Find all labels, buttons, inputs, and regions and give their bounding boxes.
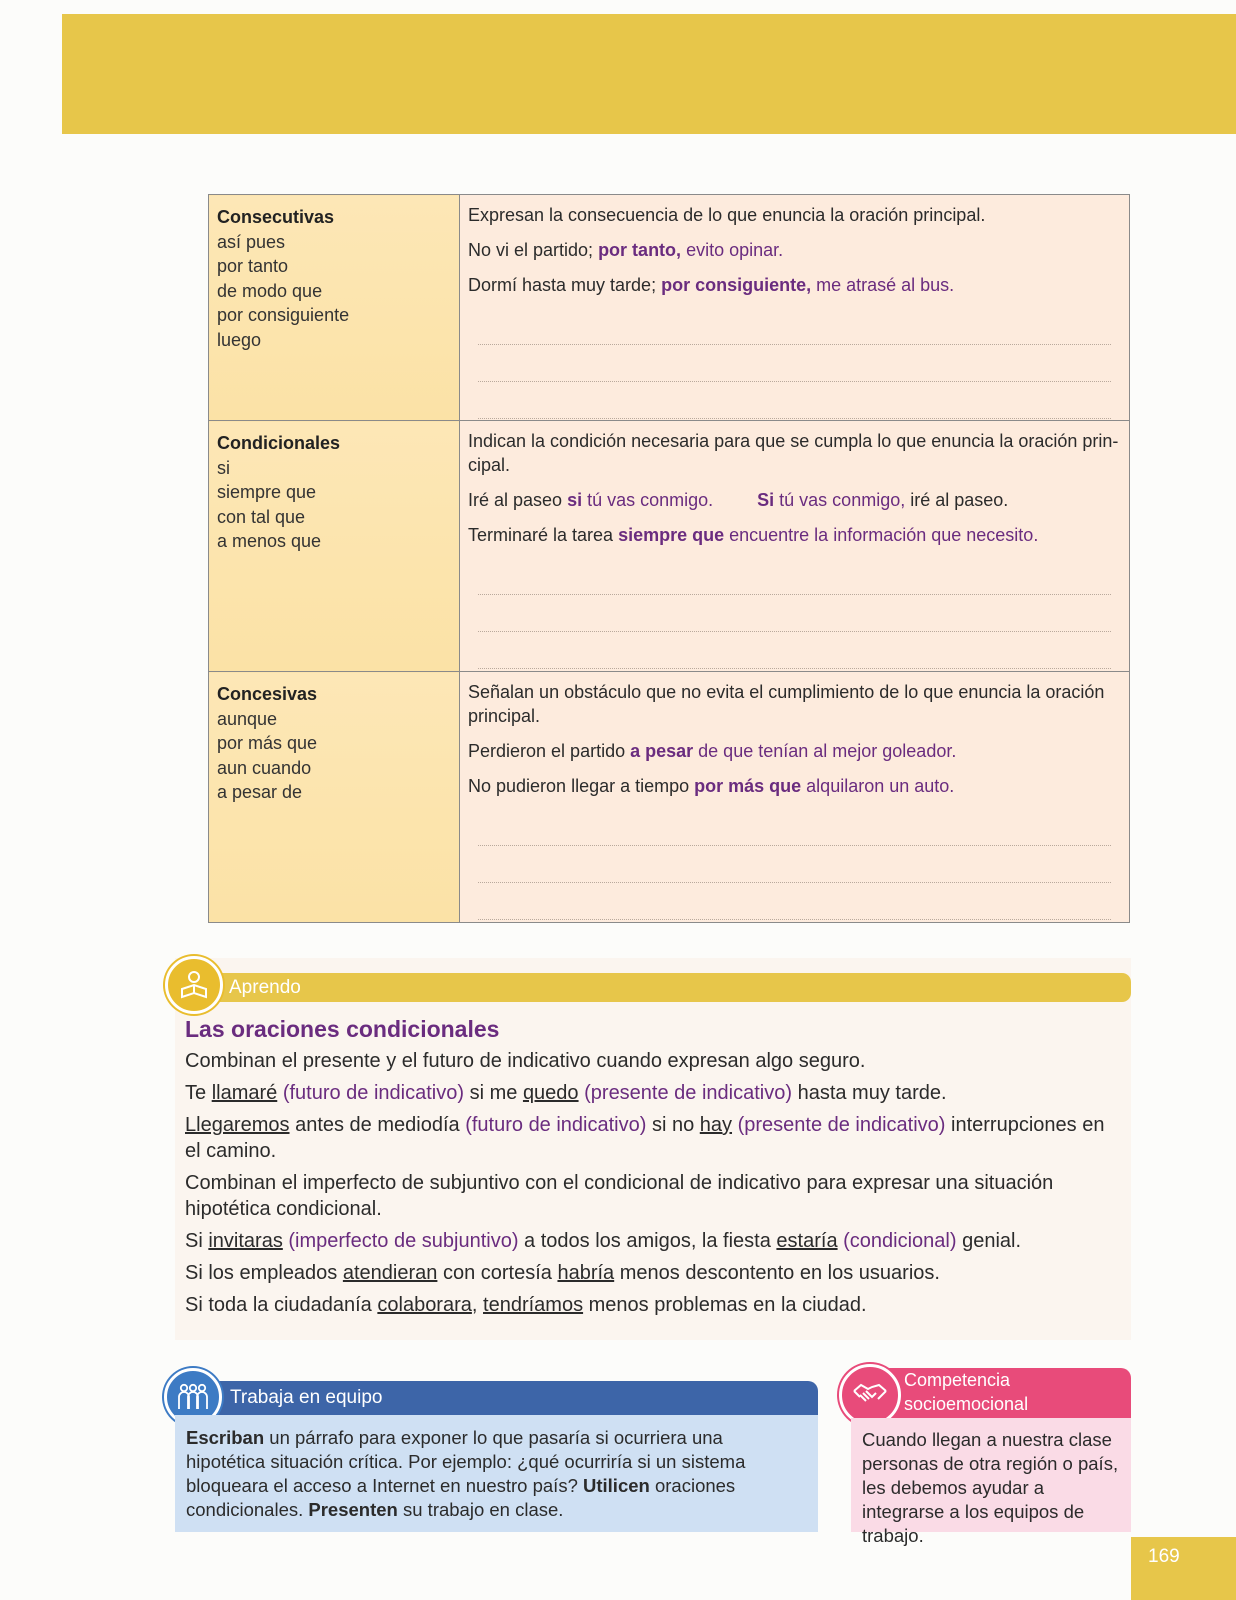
description-cell bbox=[460, 421, 1130, 672]
table-row bbox=[209, 195, 1130, 421]
connector-item: aunque bbox=[217, 708, 278, 729]
connector-item: siempre que bbox=[217, 482, 317, 502]
writing-line[interactable] bbox=[478, 883, 1111, 920]
table-row bbox=[209, 421, 1130, 672]
aprendo-body bbox=[185, 1048, 1120, 1324]
writing-line[interactable] bbox=[478, 595, 1111, 632]
connector-item: así pues bbox=[217, 231, 286, 252]
category-title: Condicionales bbox=[217, 433, 341, 453]
description-cell bbox=[460, 672, 1130, 923]
definition-text: Expresan la consecuencia de lo que enuncia la oración principal. bbox=[468, 205, 986, 225]
connector-item: si bbox=[217, 457, 230, 478]
category-cell bbox=[209, 421, 460, 672]
page-number: 169 bbox=[1148, 1546, 1180, 1567]
category-title: Consecutivas bbox=[217, 207, 335, 227]
writing-line[interactable] bbox=[478, 382, 1111, 419]
connector-item: a pesar de bbox=[217, 782, 303, 802]
table-row bbox=[209, 672, 1130, 923]
connector-item: a menos que bbox=[217, 531, 322, 551]
aprendo-header-bar bbox=[175, 973, 1131, 1002]
category-title: Concesivas bbox=[217, 684, 318, 704]
connector-item: con tal que bbox=[217, 506, 306, 527]
example-sentence: Si los empleados atendieran con cortesía habría menos descontento en los usuarios. bbox=[185, 1262, 940, 1284]
writing-line[interactable] bbox=[478, 345, 1111, 382]
competencia-text: Cuando llegan a nuestra clase personas de otra región o país, les debemos ayudar a integrarse a los equipos de trabajo. bbox=[862, 1429, 1119, 1546]
example-sentence: Perdieron el partido a pesar de que tenían al mejor goleador. bbox=[468, 741, 957, 761]
definition-text: Indican la condición necesaria para que se cumpla lo que enuncia la oración prin-cipal. bbox=[468, 431, 1119, 475]
writing-line[interactable] bbox=[478, 809, 1111, 846]
category-cell bbox=[209, 195, 460, 421]
connector-item: por tanto bbox=[217, 256, 289, 276]
connector-item: aun cuando bbox=[217, 757, 312, 778]
example-sentence: No pudieron llegar a tiempo por más que alquilaron un auto. bbox=[468, 776, 955, 796]
definition-text: Señalan un obstáculo que no evita el cumplimiento de lo que enuncia la oración principal. bbox=[468, 682, 1105, 726]
paragraph: Combinan el presente y el futuro de indicativo cuando expresan algo seguro. bbox=[185, 1050, 866, 1072]
connectors-table bbox=[208, 194, 1130, 923]
example-sentence: Llegaremos antes de mediodía (futuro de indicativo) si no hay (presente de indicativo) interrupciones en el camino. bbox=[185, 1114, 1105, 1162]
section-title: Las oraciones condicionales bbox=[185, 1016, 500, 1042]
connector-item: de modo que bbox=[217, 280, 323, 301]
team-label: Trabaja en equipo bbox=[230, 1387, 383, 1408]
connector-item: por consiguiente bbox=[217, 305, 350, 325]
connector-item: luego bbox=[217, 329, 262, 350]
description-cell bbox=[460, 195, 1130, 421]
writing-line[interactable] bbox=[478, 846, 1111, 883]
example-sentence: Terminaré la tarea siempre que encuentre la información que necesito. bbox=[468, 525, 1039, 545]
example-sentence: No vi el partido; por tanto, evito opinar. bbox=[468, 240, 784, 260]
page-number-tab bbox=[1131, 1537, 1236, 1600]
aprendo-label: Aprendo bbox=[229, 977, 301, 998]
writing-line[interactable] bbox=[478, 308, 1111, 345]
competencia-label: Competencia socioemocional bbox=[904, 1370, 1029, 1414]
top-header-band bbox=[62, 14, 1236, 134]
writing-line[interactable] bbox=[478, 632, 1111, 669]
reading-person-icon bbox=[165, 956, 223, 1014]
example-sentence: Iré al paseo si tú vas conmigo. Si tú vas conmigo, iré al paseo. bbox=[468, 490, 1009, 510]
example-sentence: Si invitaras (imperfecto de subjuntivo) a todos los amigos, la fiesta estaría (condicional) genial. bbox=[185, 1230, 1022, 1252]
writing-line[interactable] bbox=[478, 558, 1111, 595]
example-sentence: Dormí hasta muy tarde; por consiguiente, me atrasé al bus. bbox=[468, 275, 955, 295]
team-instructions: Escriban un párrafo para exponer lo que pasaría si ocurriera una hipotética situación crítica. Por ejemplo: ¿qué ocurriría si un sistema bloqueara el acceso a Internet en nuestro país? Utilicen oraciones condicionales. Presenten su trabajo en clase. bbox=[186, 1427, 746, 1520]
paragraph: Combinan el imperfecto de subjuntivo con el condicional de indicativo para expresar una situación hipotética condicional. bbox=[185, 1172, 1054, 1220]
example-sentence: Si toda la ciudadanía colaborara, tendríamos menos problemas en la ciudad. bbox=[185, 1294, 867, 1316]
handshake-icon bbox=[839, 1364, 901, 1426]
category-cell bbox=[209, 672, 460, 923]
example-sentence: Te llamaré (futuro de indicativo) si me quedo (presente de indicativo) hasta muy tarde. bbox=[185, 1082, 947, 1104]
connector-item: por más que bbox=[217, 733, 318, 753]
